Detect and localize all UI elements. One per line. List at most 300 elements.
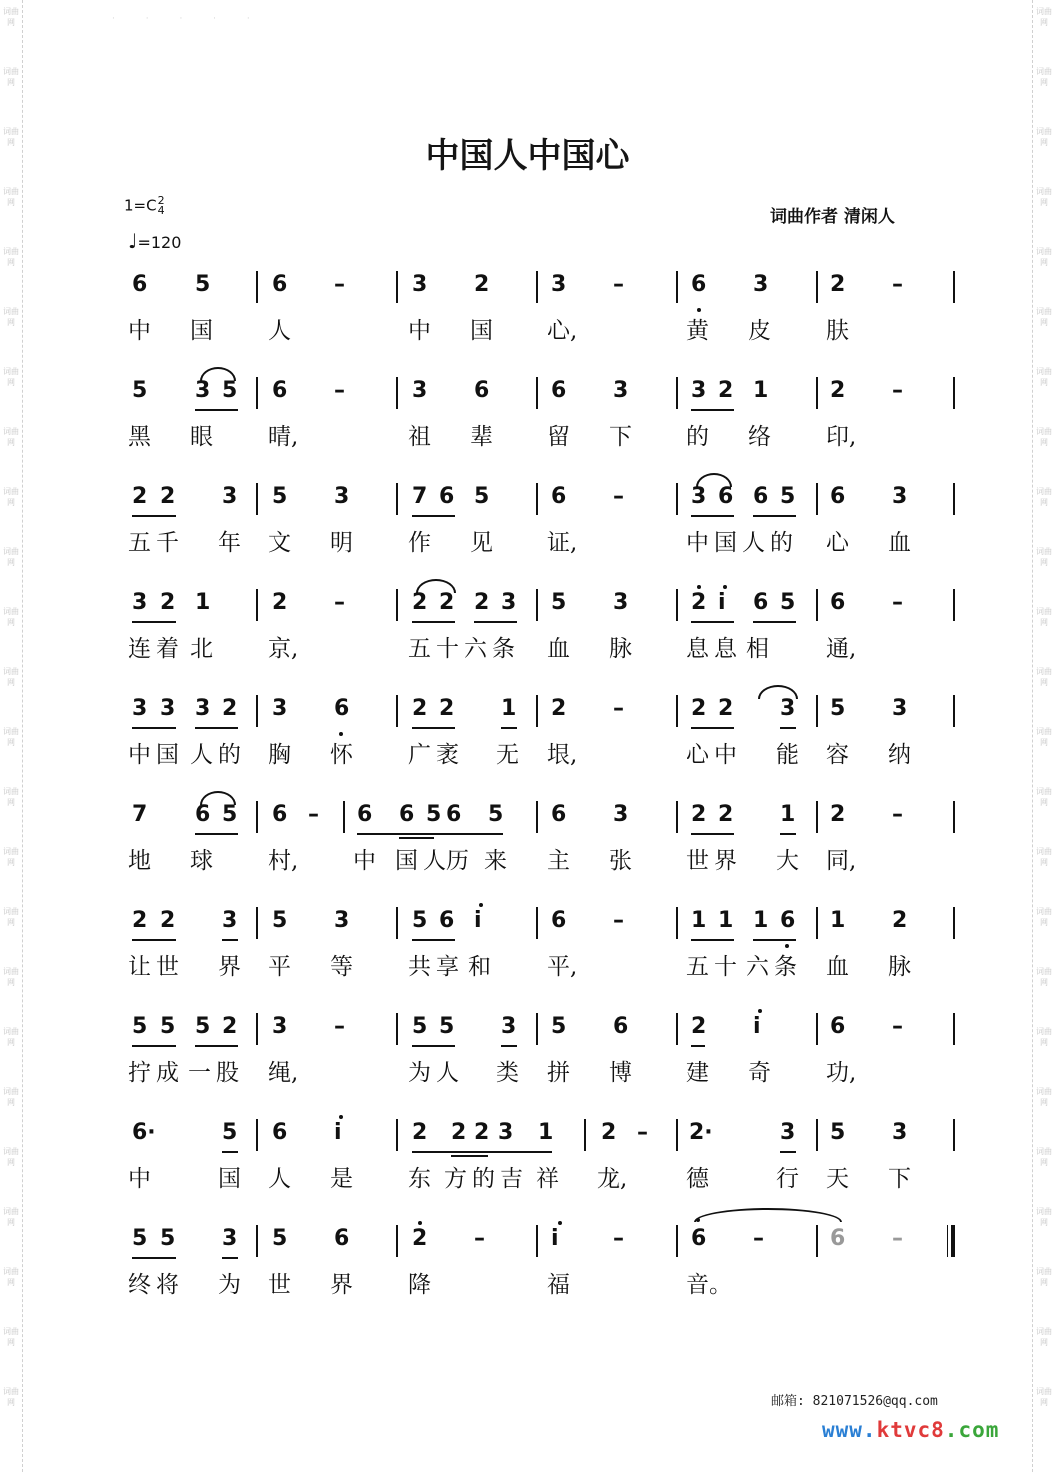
lyric: 东 [408, 1166, 431, 1192]
site-logo [822, 1418, 999, 1442]
note: 6 [446, 802, 462, 827]
score-system [0, 376, 1055, 476]
note: 6 [474, 378, 490, 403]
barline [256, 695, 258, 727]
note: 3 [412, 272, 428, 297]
barline [256, 801, 258, 833]
octave-dot-below [339, 732, 343, 736]
watermark-chip: 词曲网 [1036, 1147, 1052, 1167]
barline [396, 1119, 398, 1151]
lyric: 的 [770, 530, 793, 556]
barline [256, 377, 258, 409]
watermark-chip: 词曲网 [1036, 427, 1052, 447]
lyric: 五 [686, 954, 709, 980]
lyric: 界 [218, 954, 241, 980]
note: 5 [222, 802, 238, 827]
eighth-underline [412, 939, 455, 941]
lyric: 垠, [547, 742, 578, 768]
note: – [753, 1226, 764, 1251]
eighth-underline [691, 1045, 705, 1047]
note: 2 [222, 1014, 238, 1039]
lyric: 中 [686, 530, 709, 556]
lyric: 平, [547, 954, 578, 980]
barline [256, 1225, 258, 1257]
note: 6 [272, 1120, 288, 1145]
note: 5 [830, 696, 846, 721]
note: 6 [780, 908, 796, 933]
note: 5 [412, 1014, 428, 1039]
lyric: 界 [330, 1272, 353, 1298]
note: 6· [132, 1120, 156, 1145]
barline [396, 483, 398, 515]
note: 3 [160, 696, 176, 721]
score-system [0, 482, 1055, 582]
lyric: 眼 [190, 424, 213, 450]
lyric: 络 [748, 424, 771, 450]
lyric: 一 [188, 1060, 211, 1086]
note: 5 [551, 1014, 567, 1039]
lyric: 血 [888, 530, 911, 556]
note: 2 [474, 590, 490, 615]
note: 6 [334, 1226, 350, 1251]
note: 3 [780, 696, 796, 721]
lyric: 中 [408, 318, 431, 344]
watermark-chip: 词曲网 [3, 247, 19, 267]
eighth-underline [501, 1045, 517, 1047]
barline [816, 589, 818, 621]
eighth-underline [753, 939, 796, 941]
lyric: 血 [826, 954, 849, 980]
note: 1 [538, 1120, 554, 1145]
note: 2 [439, 590, 455, 615]
barline [536, 589, 538, 621]
barline [676, 1225, 678, 1257]
note: 3 [613, 590, 629, 615]
lyric: 的 [472, 1166, 495, 1192]
lyric: 人 [436, 1060, 459, 1086]
watermark-chip: 词曲网 [1036, 1327, 1052, 1347]
site-part-3: .com [944, 1418, 1000, 1442]
barline [816, 271, 818, 303]
note: 3 [412, 378, 428, 403]
note: 6 [613, 1014, 629, 1039]
watermark-chip: 词曲网 [3, 787, 19, 807]
lyric: 让 [128, 954, 151, 980]
barline [953, 1119, 955, 1151]
barline [536, 377, 538, 409]
note: 3 [501, 1014, 517, 1039]
lyric: 通, [826, 636, 857, 662]
eighth-underline [195, 409, 238, 411]
note: 5 [426, 802, 442, 827]
note: 2 [412, 590, 428, 615]
barline [256, 589, 258, 621]
eighth-underline [474, 621, 517, 623]
barline [953, 483, 955, 515]
lyric: 容 [826, 742, 849, 768]
score-system [0, 800, 1055, 900]
lyric: 留 [547, 424, 570, 450]
barline [676, 271, 678, 303]
lyric: 着 [156, 636, 179, 662]
barline [343, 801, 345, 833]
lyric: 皮 [748, 318, 771, 344]
note: – [892, 802, 903, 827]
lyric: 吉 [500, 1166, 523, 1192]
eighth-underline [501, 727, 517, 729]
note: 5 [551, 590, 567, 615]
lyric: 心, [547, 318, 578, 344]
score-system [0, 1224, 1055, 1324]
note: – [613, 272, 624, 297]
lyric: 十 [714, 954, 737, 980]
lyric: 六 [464, 636, 487, 662]
lyric: 年 [218, 530, 241, 556]
eighth-underline [132, 515, 176, 517]
note: 6 [753, 590, 769, 615]
note: 3 [892, 484, 908, 509]
note: 5 [222, 1120, 238, 1145]
note: 3 [498, 1120, 514, 1145]
lyric: 绳, [268, 1060, 299, 1086]
lyric: 国 [395, 848, 418, 874]
lyric: 拼 [547, 1060, 570, 1086]
watermark-chip: 词曲网 [1036, 907, 1052, 927]
note: 3 [132, 590, 148, 615]
note: – [613, 484, 624, 509]
eighth-underline [132, 621, 176, 623]
note: 2 [691, 1014, 707, 1039]
final-barline-thick [951, 1225, 955, 1257]
watermark-chip: 词曲网 [3, 1027, 19, 1047]
eighth-underline [412, 515, 455, 517]
final-barline-thin [947, 1225, 948, 1257]
note: – [613, 696, 624, 721]
note: 3 [272, 1014, 288, 1039]
watermark-chip: 词曲网 [3, 187, 19, 207]
note: 2 [132, 484, 148, 509]
lyric: 纳 [888, 742, 911, 768]
note: 3 [892, 696, 908, 721]
barline [676, 907, 678, 939]
note: 2 [160, 590, 176, 615]
lyric: 千 [156, 530, 179, 556]
lyric: 印, [826, 424, 857, 450]
eighth-underline [753, 515, 796, 517]
note: 6 [272, 802, 288, 827]
note: 3 [892, 1120, 908, 1145]
note: 2 [691, 802, 707, 827]
barline [676, 1013, 678, 1045]
lyric: 祖 [408, 424, 431, 450]
lyric: 无 [496, 742, 519, 768]
note: 3 [551, 272, 567, 297]
note: 5 [830, 1120, 846, 1145]
lyric: 血 [547, 636, 570, 662]
note: 2 [718, 378, 734, 403]
eighth-underline [132, 939, 176, 941]
lyric: 方 [444, 1166, 467, 1192]
note: 5 [272, 908, 288, 933]
lyric: 证, [547, 530, 578, 556]
lyric: 息 [714, 636, 737, 662]
barline [953, 695, 955, 727]
lyric: 村, [268, 848, 299, 874]
time-top: 2 [157, 194, 165, 207]
note: 3 [613, 378, 629, 403]
lyric: 中 [128, 742, 151, 768]
watermark-chip: 词曲网 [1036, 1027, 1052, 1047]
note: 6 [718, 484, 734, 509]
barline [256, 271, 258, 303]
note: – [637, 1120, 648, 1145]
barline [536, 1225, 538, 1257]
watermark-chip: 词曲网 [1036, 367, 1052, 387]
note: 1 [753, 908, 769, 933]
note: 5 [412, 908, 428, 933]
octave-dot-above [418, 1221, 422, 1225]
lyric: 的 [686, 424, 709, 450]
lyric: 国 [714, 530, 737, 556]
note: 6 [551, 378, 567, 403]
octave-dot-below [697, 308, 701, 312]
lyric: 明 [330, 530, 353, 556]
note: 5 [160, 1014, 176, 1039]
note: – [308, 802, 319, 827]
note: – [474, 1226, 485, 1251]
lyric: 下 [609, 424, 632, 450]
barline [256, 1013, 258, 1045]
lyric: 共 [408, 954, 431, 980]
note: 7 [412, 484, 428, 509]
eighth-underline [412, 727, 455, 729]
lyric: 能 [776, 742, 799, 768]
lyric: 终 [128, 1272, 151, 1298]
note: 3 [272, 696, 288, 721]
tempo-marking [128, 229, 181, 253]
barline [676, 589, 678, 621]
lyric: 见 [470, 530, 493, 556]
site-part-2: ktvc8 [876, 1418, 945, 1442]
lyric: 脉 [609, 636, 632, 662]
lyric: 球 [190, 848, 213, 874]
lyric: 胸 [268, 742, 291, 768]
watermark-chip: 词曲网 [1036, 487, 1052, 507]
note: – [892, 590, 903, 615]
eighth-underline [691, 409, 734, 411]
watermark-chip: 词曲网 [1036, 247, 1052, 267]
barline [953, 907, 955, 939]
lyric: 成 [156, 1060, 179, 1086]
note: – [613, 1226, 624, 1251]
watermark-chip: 词曲网 [1036, 967, 1052, 987]
lyric: 六 [746, 954, 769, 980]
lyric: 奇 [748, 1060, 771, 1086]
lyric: 辈 [470, 424, 493, 450]
lyric: 同, [826, 848, 857, 874]
note: 6 [272, 272, 288, 297]
note: 2· [689, 1120, 713, 1145]
lyric: 大 [776, 848, 799, 874]
lyric: 主 [547, 848, 570, 874]
barline [256, 1119, 258, 1151]
note: 6 [753, 484, 769, 509]
watermark-chip: 词曲网 [1036, 127, 1052, 147]
lyric: 广 [408, 742, 431, 768]
lyric: 享 [436, 954, 459, 980]
note: 2 [222, 696, 238, 721]
barline [953, 589, 955, 621]
lyric: 黑 [128, 424, 151, 450]
lyric: 人 [190, 742, 213, 768]
note: 2 [160, 908, 176, 933]
note: – [334, 1014, 345, 1039]
eighth-underline [691, 727, 734, 729]
lyric: 中 [353, 848, 376, 874]
watermark-chip: 词曲网 [1036, 847, 1052, 867]
eighth-underline [222, 1151, 238, 1153]
lyric: 北 [190, 636, 213, 662]
lyric: 和 [468, 954, 491, 980]
lyric: 脉 [888, 954, 911, 980]
note: 2 [474, 1120, 490, 1145]
lyric: 中 [128, 1166, 151, 1192]
lyric: 功, [826, 1060, 857, 1086]
note: 2 [691, 696, 707, 721]
eighth-underline [195, 727, 238, 729]
watermark-chip: 词曲网 [3, 967, 19, 987]
eighth-underline [691, 621, 734, 623]
note: 5 [132, 1226, 148, 1251]
note: 5 [474, 484, 490, 509]
note: 5 [160, 1226, 176, 1251]
note: 7 [132, 802, 148, 827]
lyric: 建 [686, 1060, 709, 1086]
lyric: 国 [156, 742, 179, 768]
barline [953, 271, 955, 303]
score-system [0, 588, 1055, 688]
lyric: 地 [128, 848, 151, 874]
note: – [613, 908, 624, 933]
note: 3 [691, 484, 707, 509]
barline [816, 483, 818, 515]
song-title: 中国人中国心 [425, 136, 630, 176]
lyric: 博 [609, 1060, 632, 1086]
eighth-underline [691, 833, 734, 835]
note: i [718, 590, 726, 615]
note: 3 [222, 1226, 238, 1251]
octave-dot-above [479, 903, 483, 907]
octave-dot-below [785, 944, 789, 948]
note: 2 [160, 484, 176, 509]
note: 5 [132, 378, 148, 403]
lyric: 类 [496, 1060, 519, 1086]
lyric: 中 [128, 318, 151, 344]
watermark-chip: 词曲网 [1036, 67, 1052, 87]
watermark-chip: 词曲网 [3, 1207, 19, 1227]
note: 2 [551, 696, 567, 721]
lyric: 降 [408, 1272, 431, 1298]
lyric: 为 [408, 1060, 431, 1086]
barline [396, 589, 398, 621]
eighth-underline [195, 1045, 238, 1047]
note: 2 [718, 802, 734, 827]
note: 2 [892, 908, 908, 933]
barline [816, 1119, 818, 1151]
eighth-underline [412, 1045, 455, 1047]
eighth-underline [780, 833, 796, 835]
note: 6 [195, 802, 211, 827]
barline [816, 377, 818, 409]
barline [536, 907, 538, 939]
note: 6 [691, 1226, 707, 1251]
barline [256, 907, 258, 939]
note: 6 [357, 802, 373, 827]
note: 2 [412, 696, 428, 721]
barline [536, 483, 538, 515]
note: 6 [830, 590, 846, 615]
lyric: 世 [156, 954, 179, 980]
note: 6 [830, 1226, 846, 1251]
note: 5 [488, 802, 504, 827]
note: 3 [195, 696, 211, 721]
note: 2 [439, 696, 455, 721]
note: – [334, 272, 345, 297]
watermark-chip: 词曲网 [3, 307, 19, 327]
note: – [334, 590, 345, 615]
eighth-underline [691, 939, 734, 941]
note: 6 [551, 908, 567, 933]
lyric: 人 [423, 848, 446, 874]
note: 3 [334, 908, 350, 933]
watermark-chip: 词曲网 [3, 907, 19, 927]
lyric: 龙, [597, 1166, 628, 1192]
watermark-chip: 词曲网 [1036, 7, 1052, 27]
lyric: 国 [470, 318, 493, 344]
watermark-chip: 词曲网 [1036, 667, 1052, 687]
watermark-chip: 词曲网 [1036, 787, 1052, 807]
key-signature [124, 196, 165, 216]
eighth-underline [222, 939, 238, 941]
note: 6 [830, 1014, 846, 1039]
watermark-chip: 词曲网 [3, 367, 19, 387]
note: 2 [474, 272, 490, 297]
site-part-1: www. [822, 1418, 877, 1442]
note: 5 [780, 484, 796, 509]
lyric: 张 [609, 848, 632, 874]
note: – [334, 378, 345, 403]
barline [953, 1013, 955, 1045]
sixteenth-underline [399, 837, 434, 839]
lyric: 等 [330, 954, 353, 980]
note: 5 [222, 378, 238, 403]
watermark-chip: 词曲网 [1036, 607, 1052, 627]
note: 3 [501, 590, 517, 615]
barline [953, 801, 955, 833]
time-bottom: 4 [157, 204, 165, 217]
watermark-chip: 词曲网 [1036, 187, 1052, 207]
barline [536, 271, 538, 303]
tempo-text: =120 [137, 233, 182, 252]
lyric: 京, [268, 636, 299, 662]
note: 1 [691, 908, 707, 933]
note: 1 [718, 908, 734, 933]
lyric: 国 [190, 318, 213, 344]
note: 2 [691, 590, 707, 615]
lyric: 条 [492, 636, 515, 662]
barline [676, 1119, 678, 1151]
score-system [0, 1012, 1055, 1112]
